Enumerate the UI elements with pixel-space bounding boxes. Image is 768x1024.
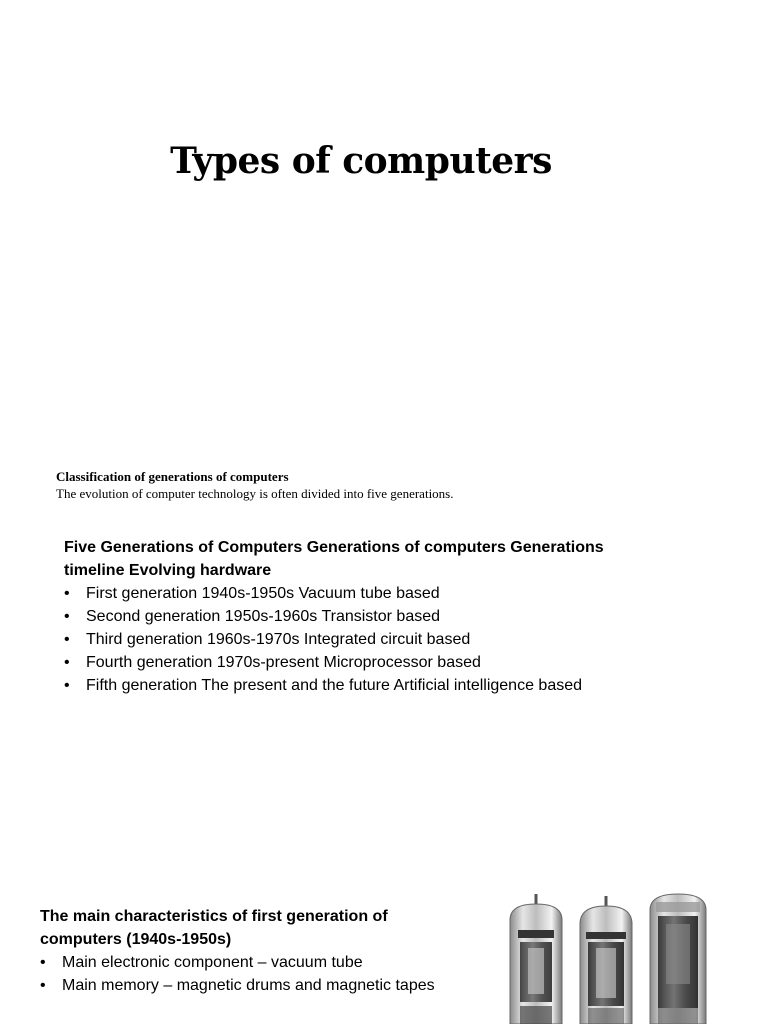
vacuum-tube-3 [650,894,706,1024]
list-item-text: Main memory – magnetic drums and magnetic tapes [62,977,435,994]
generations-heading: Five Generations of Computers Generations of computers Generations timeline Evolving hardware [64,539,604,579]
list-item-text: Third generation 1960s-1970s Integrated circuit based [86,631,471,648]
list-item-text: Main electronic component – vacuum tube [62,954,363,971]
bullet-icon: • [64,608,70,625]
first-generation-heading: The main characteristics of first generation of computers (1940s-1950s) [40,908,388,948]
page-title: Types of computers [170,140,552,182]
bullet-icon: • [40,954,46,971]
list-item [64,628,664,651]
list-item-text: Fifth generation The present and the future Artificial intelligence based [86,677,583,694]
list-item [40,951,450,974]
list-item-text: Second generation 1950s-1960s Transistor based [86,608,441,625]
classification-heading: Classification of generations of computers [56,469,289,484]
classification-description: The evolution of computer technology is often divided into five generations. [56,486,454,501]
list-item [64,582,664,605]
vacuum-tube-2 [580,896,632,1024]
first-generation-list [40,951,450,997]
list-item [40,974,450,997]
first-generation-section [40,905,450,997]
generations-list [64,582,664,697]
bullet-icon: • [40,977,46,994]
bullet-icon: • [64,677,70,694]
list-item [64,605,664,628]
bullet-icon: • [64,631,70,648]
bullet-icon: • [64,654,70,671]
list-item [64,674,664,697]
bullet-icon: • [64,585,70,602]
classification-block [56,468,656,502]
list-item-text: Fourth generation 1970s-present Microprocessor based [86,654,481,671]
list-item [64,651,664,674]
vacuum-tubes-image [498,890,718,1024]
generations-section [64,536,664,697]
vacuum-tube-1 [510,894,562,1024]
list-item-text: First generation 1940s-1950s Vacuum tube based [86,585,440,602]
